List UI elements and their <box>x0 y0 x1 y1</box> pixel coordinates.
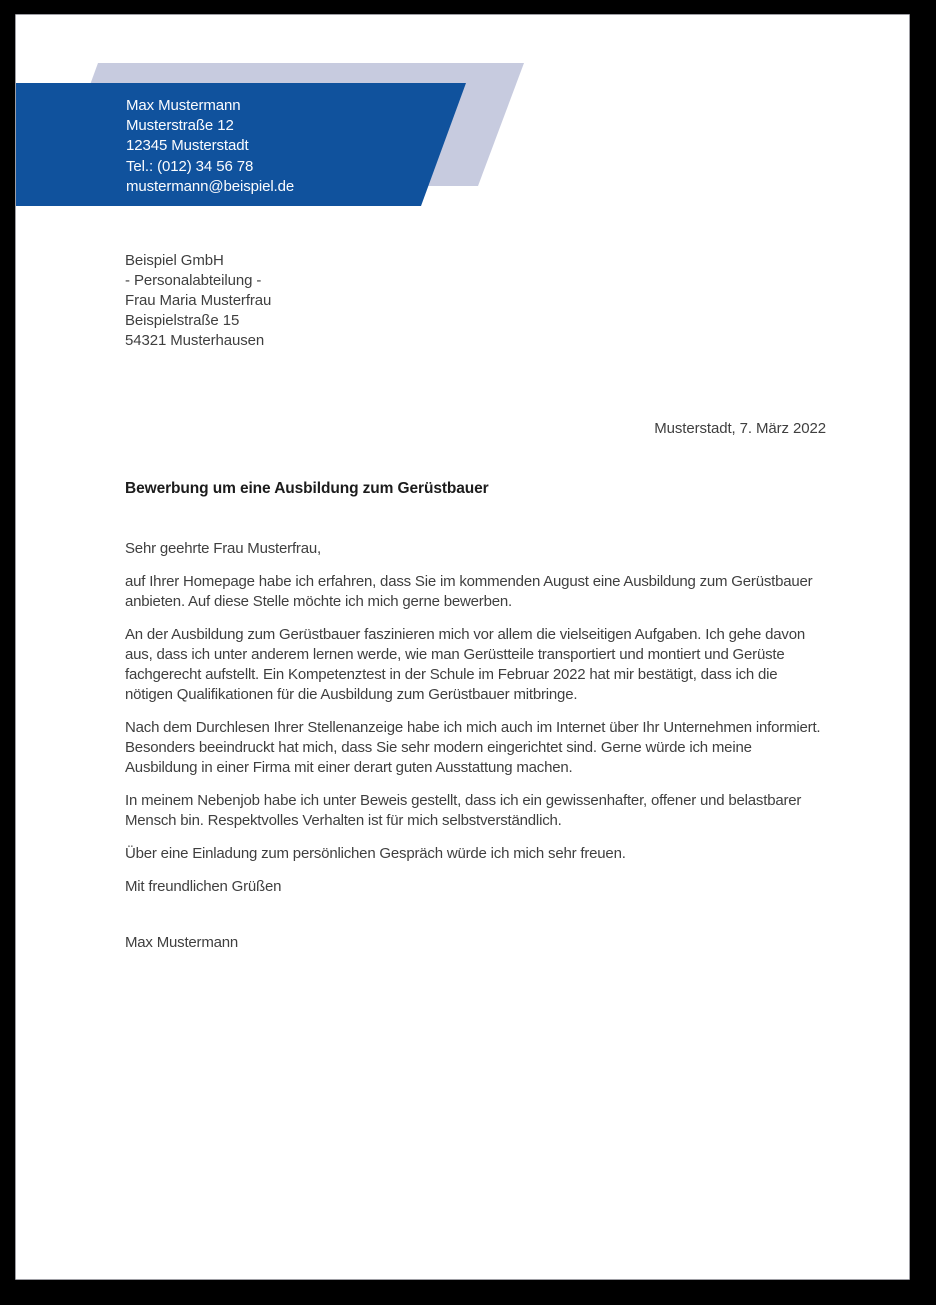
body-paragraph: Über eine Einladung zum persönlichen Gespräch würde ich mich sehr freuen. <box>125 845 626 862</box>
recipient-company: Beispiel GmbH <box>125 252 224 269</box>
body-paragraph: An der Ausbildung zum Gerüstbauer faszinieren mich vor allem die vielseitigen Aufgaben. Ich gehe davon aus, dass ich unter anderem lernen werde, wie man Gerüstteile transportiert und montiert und Gerüste fachgerecht aufstellt. Ein Kompetenztest in der Schule im Februar 2022 hat mir bestätigt, dass ich die nötigen Qualifikationen für die Ausbildung zum Gerüstbauer mitbringe. <box>125 626 806 703</box>
salutation: Sehr geehrte Frau Musterfrau, <box>125 540 321 557</box>
body-paragraph: In meinem Nebenjob habe ich unter Beweis gestellt, dass ich ein gewissenhafter, offener und belastbarer Mensch bin. Respektvolles Verhalten ist für mich selbstverständlich. <box>125 792 802 829</box>
subject-line: Bewerbung um eine Ausbildung zum Gerüstbauer <box>125 480 489 497</box>
sender-address-block <box>126 96 294 197</box>
letter-body <box>125 539 827 966</box>
sender-street: Musterstraße 12 <box>126 117 234 135</box>
body-paragraph: Nach dem Durchlesen Ihrer Stellenanzeige habe ich mich auch im Internet über Ihr Unternehmen informiert. Besonders beeindruckt hat mich, dass Sie sehr modern eingerichtet sind. Gerne würde ich meine Ausbildung in einer Firma mit einer derart guten Ausstattung machen. <box>125 719 821 776</box>
letter-page <box>15 14 910 1280</box>
sender-city: 12345 Musterstadt <box>126 137 249 155</box>
signature-name: Max Mustermann <box>125 934 239 951</box>
recipient-address-block <box>125 251 271 351</box>
recipient-city: 54321 Musterhausen <box>125 332 265 349</box>
body-paragraph: auf Ihrer Homepage habe ich erfahren, dass Sie im kommenden August eine Ausbildung zum Gerüstbauer anbieten. Auf diese Stelle möchte ich mich gerne bewerben. <box>125 573 813 610</box>
sender-name: Max Mustermann <box>126 97 241 114</box>
recipient-contact-person: Frau Maria Musterfrau <box>125 292 272 309</box>
date-line: Musterstadt, 7. März 2022 <box>654 420 826 437</box>
recipient-street: Beispielstraße 15 <box>125 312 240 329</box>
closing-phrase: Mit freundlichen Grüßen <box>125 878 282 895</box>
sender-phone: Tel.: (012) 34 56 78 <box>126 157 254 175</box>
sender-email: mustermann@beispiel.de <box>126 177 295 195</box>
recipient-department: - Personalabteilung - <box>125 272 262 289</box>
